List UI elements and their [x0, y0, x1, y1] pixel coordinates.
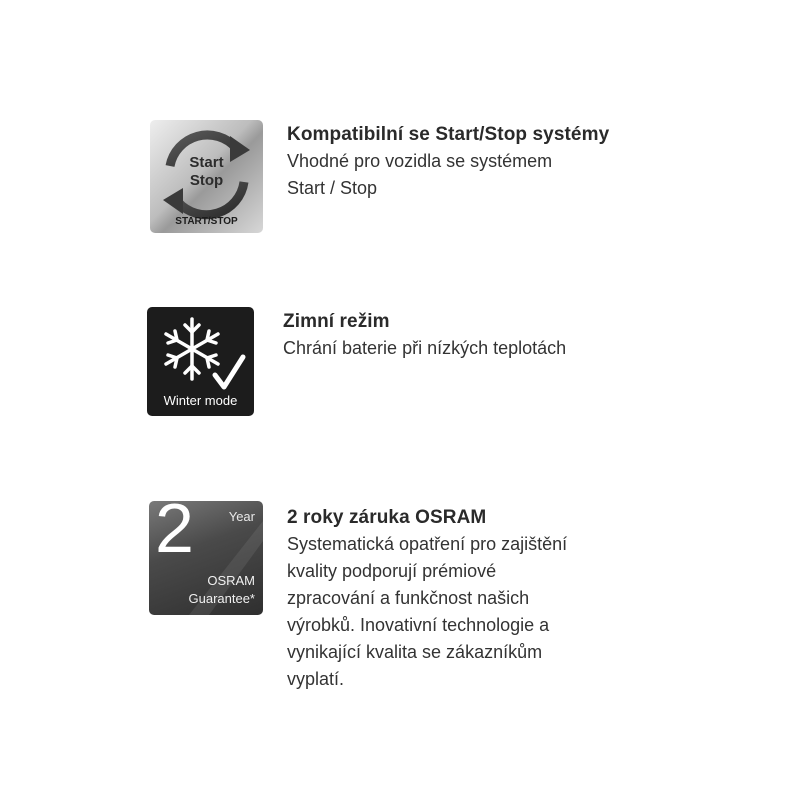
guarantee-years-number: 2	[155, 501, 194, 567]
guarantee-year-label: Year	[228, 509, 255, 524]
feature-description	[283, 335, 566, 362]
description-line: vyplatí.	[287, 669, 345, 689]
description-line: kvality podporují prémiové	[287, 561, 497, 581]
description-line: Systematická opatření pro zajištění	[287, 534, 568, 554]
winter-mode-caption: Winter mode	[163, 393, 238, 408]
description-line: zpracování a funkčnost našich	[287, 588, 530, 608]
start-word: Start	[189, 154, 224, 171]
feature-title: 2 roky záruka OSRAM	[287, 507, 487, 528]
description-line: Start / Stop	[287, 178, 378, 198]
feature-title: Zimní režim	[283, 311, 390, 332]
stop-word: Stop	[189, 172, 224, 189]
feature-title: Kompatibilní se Start/Stop systémy	[287, 124, 610, 145]
guarantee-brand-label: OSRAM	[207, 573, 255, 588]
description-line: Vhodné pro vozidla se systémem	[287, 151, 553, 171]
winter-mode-badge	[147, 307, 254, 416]
start-stop-caption: START/STOP	[175, 216, 238, 227]
feature-description	[287, 148, 552, 202]
description-line: výrobků. Inovativní technologie a	[287, 615, 550, 635]
description-line: vynikající kvalita se zákazníkům	[287, 642, 543, 662]
guarantee-label: Guarantee*	[188, 591, 255, 606]
feature-description	[287, 531, 567, 693]
description-line: Chrání baterie při nízkých teplotách	[283, 338, 567, 358]
start-stop-badge	[150, 120, 263, 233]
guarantee-badge	[149, 501, 263, 615]
